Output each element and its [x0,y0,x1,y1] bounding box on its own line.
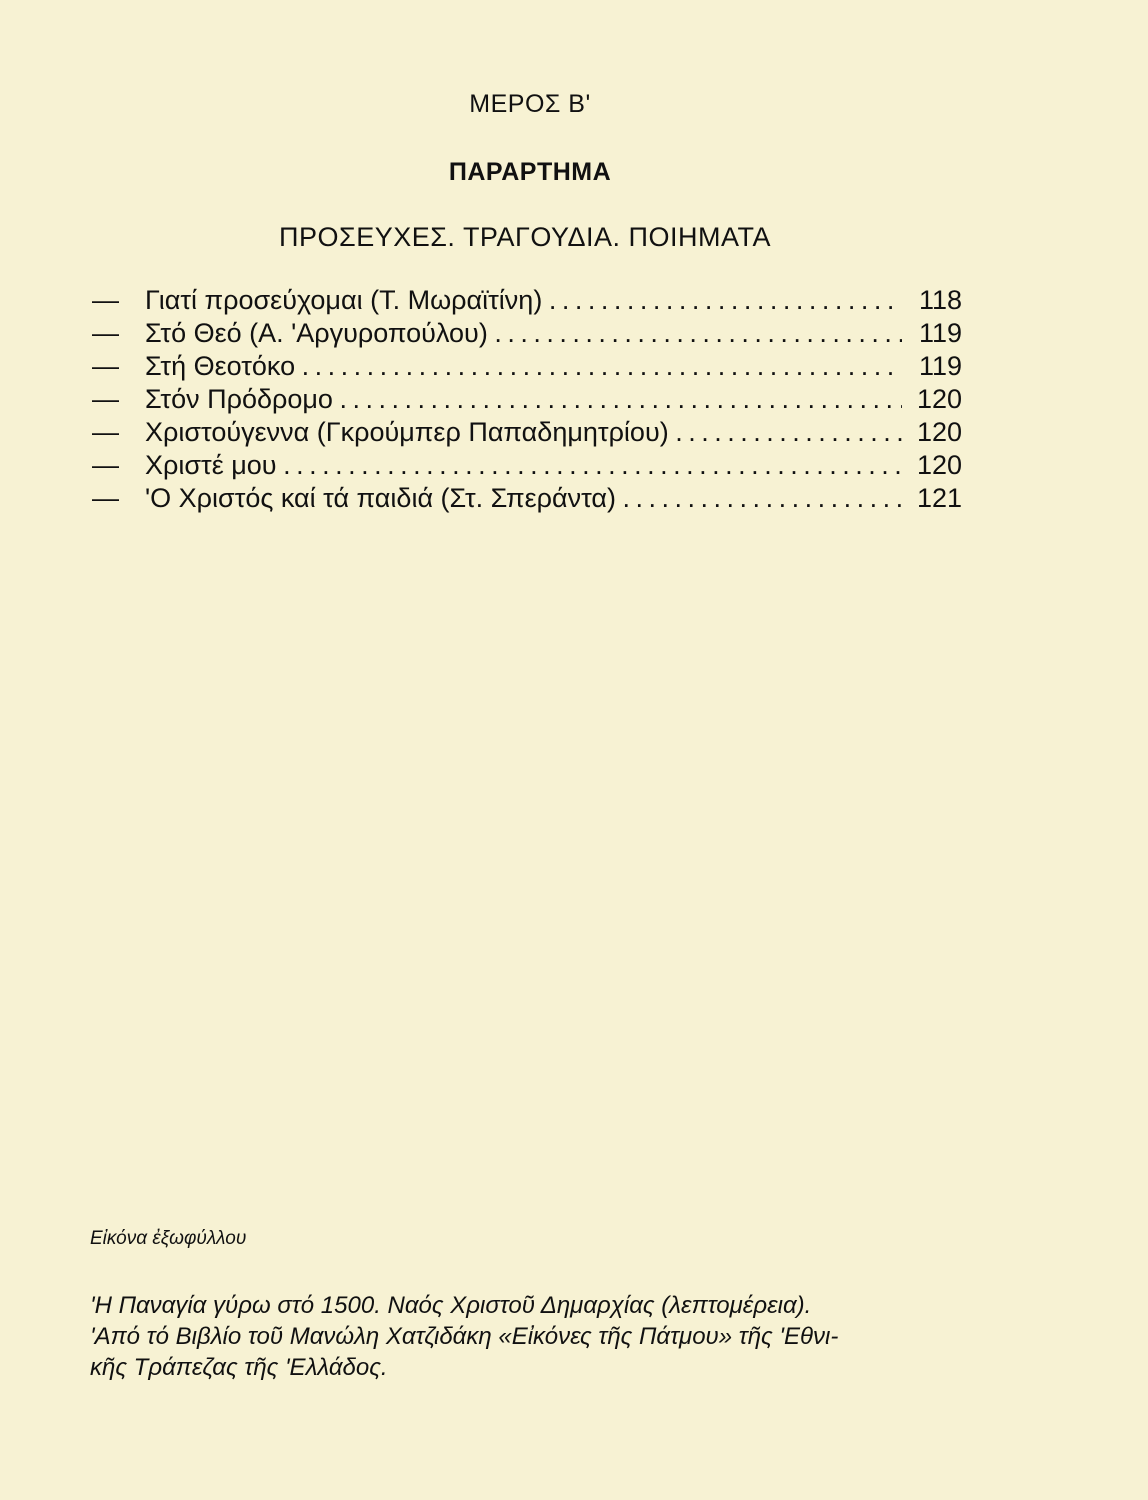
appendix-title: ΠΑΡΑΡΤΗΜΑ [448,158,612,186]
toc-entry[interactable] [92,317,962,350]
toc-entry[interactable] [92,482,962,515]
toc-entry-page: 121 [902,482,962,515]
caption-line: 'Η Παναγία γύρω στό 1500. Ναός Χριστοῦ Δημαρχίας (λεπτομέρεια). [90,1292,812,1319]
toc-entry-page: 120 [902,449,962,482]
cover-image-heading: Εἰκόνα ἐξωφύλλου [90,1228,247,1249]
cover-image-caption [90,1290,990,1383]
table-of-contents [92,284,962,515]
toc-entry[interactable] [92,383,962,416]
toc-entry-page: 120 [902,383,962,416]
toc-entry-page: 119 [902,350,962,383]
toc-entry-title: Στή Θεοτόκο . . . [145,350,905,383]
toc-entry[interactable] [92,284,962,317]
toc-entry[interactable] [92,416,962,449]
toc-dash: — [92,318,119,348]
caption-line: κῆς Τράπεζας τῆς 'Ελλάδος. [90,1354,388,1381]
toc-entry-title: Χριστέ μου . . . [145,449,905,482]
toc-dash: — [92,450,119,480]
part-label: ΜΕΡΟΣ Β' [469,90,591,118]
toc-entry-page: 119 [902,317,962,350]
toc-dash: — [92,417,119,447]
caption-line: 'Από τό Βιβλίο τοῦ Μανώλη Χατζιδάκη «Εἰκόνες τῆς Πάτμου» τῆς 'Εθνι- [90,1323,839,1350]
toc-dash: — [92,384,119,414]
toc-entry-title: 'Ο Χριστός καί τά παιδιά (Στ. Σπεράντα) . . . [145,482,905,515]
toc-entry-title: Στό Θεό (Α. 'Αργυροπούλου) . . . [145,317,905,350]
toc-entry-title: Χριστούγεννα (Γκρούμπερ Παπαδημητρίου) . . . [145,416,905,449]
toc-dash: — [92,285,119,315]
toc-entry-page: 118 [902,284,962,317]
toc-entry-title: Στόν Πρόδρομο . . . [145,383,905,416]
toc-entry-page: 120 [902,416,962,449]
toc-entry[interactable] [92,449,962,482]
toc-dash: — [92,483,119,513]
toc-dash: — [92,351,119,381]
section-title: ΠΡΟΣΕΥΧΕΣ. ΤΡΑΓΟΥΔΙΑ. ΠΟΙΗΜΑΤΑ [279,222,771,252]
toc-entry-title: Γιατί προσεύχομαι (Τ. Μωραϊτίνη) . . . [145,284,905,317]
toc-entry[interactable] [92,350,962,383]
